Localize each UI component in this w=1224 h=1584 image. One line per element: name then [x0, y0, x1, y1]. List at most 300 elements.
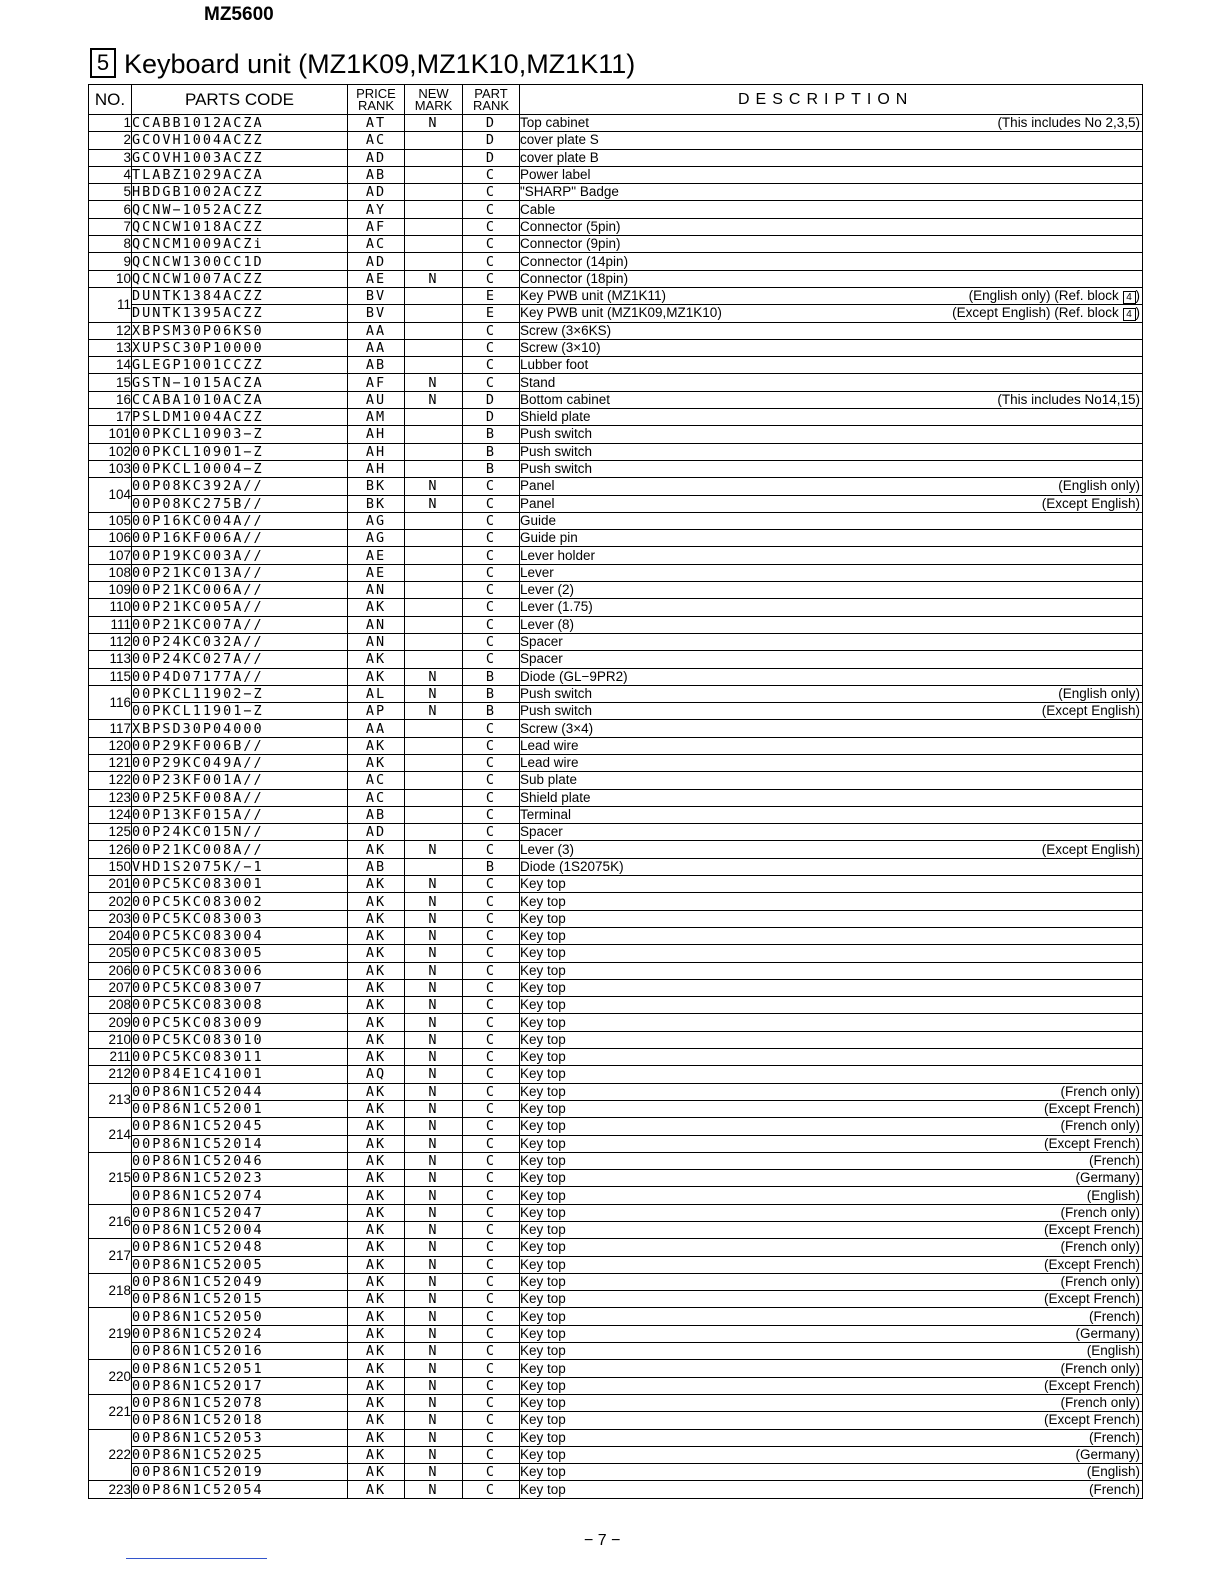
parts-code: 00P86N1C52024 — [132, 1325, 348, 1342]
table-row — [89, 564, 1143, 581]
description-text: Key top — [520, 876, 566, 892]
description — [520, 1100, 1143, 1117]
parts-code: 00PC5KC083007 — [132, 979, 348, 996]
table-row — [89, 997, 1143, 1014]
part-rank: C — [463, 806, 520, 823]
item-number: 105 — [89, 512, 132, 529]
description — [520, 1291, 1143, 1308]
part-rank: C — [463, 1343, 520, 1360]
item-number: 203 — [89, 910, 132, 927]
parts-code: XUPSC30P10000 — [132, 339, 348, 356]
description-note — [1087, 1343, 1142, 1359]
part-rank: C — [463, 1446, 520, 1463]
description — [520, 374, 1143, 391]
description-text: Key top — [520, 1101, 566, 1117]
part-rank: C — [463, 876, 520, 893]
part-rank: C — [463, 979, 520, 996]
item-number: 220 — [89, 1360, 132, 1395]
new-mark: N — [405, 910, 463, 927]
description — [520, 305, 1143, 322]
description — [520, 478, 1143, 495]
description — [520, 132, 1143, 149]
description — [520, 530, 1143, 547]
table-row — [89, 1412, 1143, 1429]
price-rank: AK — [348, 1291, 405, 1308]
new-mark — [405, 426, 463, 443]
description — [520, 218, 1143, 235]
price-rank: AP — [348, 703, 405, 720]
part-rank: C — [463, 754, 520, 771]
new-mark: N — [405, 1152, 463, 1169]
price-rank: AQ — [348, 1066, 405, 1083]
description-text: Guide — [520, 512, 557, 528]
description — [520, 1031, 1143, 1048]
description-text: Push switch — [520, 443, 593, 459]
description — [520, 1187, 1143, 1204]
description — [520, 737, 1143, 754]
description — [520, 893, 1143, 910]
part-rank: C — [463, 1481, 520, 1498]
item-number: 110 — [89, 599, 132, 616]
table-row — [89, 858, 1143, 875]
description-text: Key top — [520, 1239, 566, 1255]
price-rank: AN — [348, 582, 405, 599]
description-text: Stand — [520, 374, 556, 390]
new-mark: N — [405, 927, 463, 944]
new-mark: N — [405, 962, 463, 979]
price-rank: AC — [348, 132, 405, 149]
price-rank: AK — [348, 1273, 405, 1290]
description — [520, 997, 1143, 1014]
new-mark: N — [405, 1291, 463, 1308]
table-row — [89, 754, 1143, 771]
description-text: Key top — [520, 1135, 566, 1151]
item-number: 117 — [89, 720, 132, 737]
table-row — [89, 1256, 1143, 1273]
parts-code: 00P86N1C52054 — [132, 1481, 348, 1498]
new-mark — [405, 582, 463, 599]
description — [520, 270, 1143, 287]
new-mark — [405, 149, 463, 166]
description-text: Screw (3×4) — [520, 720, 594, 736]
note-text: (English) — [1086, 1343, 1140, 1359]
new-mark — [405, 339, 463, 356]
description-text: Screw (3×10) — [520, 340, 601, 355]
description-text: cover plate S — [520, 132, 599, 148]
price-rank: AK — [348, 1031, 405, 1048]
description — [520, 184, 1143, 201]
description — [520, 927, 1143, 944]
part-rank: C — [463, 893, 520, 910]
price-rank: AK — [348, 876, 405, 893]
description-text: Key top — [520, 962, 566, 978]
parts-code: 00P86N1C52050 — [132, 1308, 348, 1325]
description-text: Lever holder — [520, 547, 596, 563]
item-number: 7 — [89, 218, 132, 235]
description-text: Key top — [520, 1170, 566, 1186]
description-note — [1044, 1222, 1142, 1238]
new-mark — [405, 322, 463, 339]
part-rank: C — [463, 1031, 520, 1048]
description-note — [997, 115, 1142, 131]
description-text: Key top — [520, 1152, 566, 1168]
parts-code: 00P86N1C52015 — [132, 1291, 348, 1308]
parts-code: GCOVH1004ACZZ — [132, 132, 348, 149]
table-row — [89, 443, 1143, 460]
table-row — [89, 512, 1143, 529]
note-text: (English only) — [1058, 685, 1140, 701]
description-text: Key top — [520, 1256, 566, 1272]
item-number: 17 — [89, 409, 132, 426]
description-text: Diode (1S2075K) — [520, 858, 624, 874]
part-rank: B — [463, 685, 520, 702]
parts-code: 00P86N1C52051 — [132, 1360, 348, 1377]
price-rank: AK — [348, 910, 405, 927]
description-text: Guide pin — [520, 530, 578, 546]
table-row — [89, 668, 1143, 685]
part-rank: C — [463, 945, 520, 962]
description-text: cover plate B — [520, 149, 599, 165]
price-rank: AG — [348, 512, 405, 529]
part-rank: B — [463, 426, 520, 443]
item-number: 16 — [89, 391, 132, 408]
table-row — [89, 582, 1143, 599]
description-text: Key top — [520, 1014, 566, 1030]
part-rank: C — [463, 357, 520, 374]
description — [520, 339, 1143, 356]
parts-code: 00P25KF008A// — [132, 789, 348, 806]
price-rank: AU — [348, 391, 405, 408]
price-rank: AK — [348, 927, 405, 944]
description — [520, 443, 1143, 460]
new-mark: N — [405, 495, 463, 512]
description-text: Key top — [520, 1325, 566, 1341]
table-row — [89, 253, 1143, 270]
part-rank: E — [463, 287, 520, 304]
description — [520, 1412, 1143, 1429]
description-text: Shield plate — [520, 789, 591, 805]
description — [520, 1308, 1143, 1325]
description-text: Shield plate — [520, 409, 591, 425]
price-rank: AK — [348, 1343, 405, 1360]
description-text: Key top — [520, 1447, 566, 1462]
parts-code: 00P86N1C52016 — [132, 1343, 348, 1360]
table-row — [89, 426, 1143, 443]
description-text: Connector (5pin) — [520, 218, 621, 234]
price-rank: AK — [348, 737, 405, 754]
new-mark — [405, 599, 463, 616]
table-row — [89, 184, 1143, 201]
part-rank: C — [463, 1291, 520, 1308]
table-row — [89, 201, 1143, 218]
new-mark — [405, 287, 463, 304]
price-rank: AK — [348, 1014, 405, 1031]
description — [520, 668, 1143, 685]
table-row — [89, 927, 1143, 944]
new-mark: N — [405, 1187, 463, 1204]
item-number: 207 — [89, 979, 132, 996]
description — [520, 703, 1143, 720]
description-note — [1075, 1326, 1142, 1342]
description-text: Lead wire — [520, 755, 579, 771]
table-row — [89, 945, 1143, 962]
price-rank: AK — [348, 651, 405, 668]
part-rank: C — [463, 236, 520, 253]
part-rank: C — [463, 166, 520, 183]
new-mark: N — [405, 1273, 463, 1290]
part-rank: C — [463, 1049, 520, 1066]
description — [520, 1222, 1143, 1239]
footer-rule — [126, 1558, 267, 1559]
price-rank: AF — [348, 374, 405, 391]
new-mark — [405, 547, 463, 564]
item-number: 123 — [89, 789, 132, 806]
table-row — [89, 685, 1143, 702]
price-rank: AK — [348, 962, 405, 979]
page-number: − 7 − — [584, 1532, 621, 1549]
parts-code: 00P29KC049A// — [132, 754, 348, 771]
part-rank: C — [463, 1429, 520, 1446]
parts-code: 00P86N1C52017 — [132, 1377, 348, 1394]
description — [520, 1170, 1143, 1187]
new-mark: N — [405, 374, 463, 391]
note-text: (English) — [1086, 1464, 1140, 1480]
price-rank: BK — [348, 478, 405, 495]
note-text: (French only) — [1060, 1395, 1140, 1411]
table-row — [89, 979, 1143, 996]
description — [520, 1464, 1143, 1481]
part-rank: C — [463, 1014, 520, 1031]
item-number: 13 — [89, 339, 132, 356]
item-number: 5 — [89, 184, 132, 201]
new-mark: N — [405, 1135, 463, 1152]
price-rank: AK — [348, 1256, 405, 1273]
price-rank: AL — [348, 685, 405, 702]
table-row — [89, 1066, 1143, 1083]
item-number: 217 — [89, 1239, 132, 1274]
item-number: 212 — [89, 1066, 132, 1083]
description — [520, 789, 1143, 806]
description-text: Push switch — [520, 685, 593, 701]
part-rank: C — [463, 633, 520, 650]
description-text: Terminal — [520, 807, 572, 823]
description-note — [1087, 1464, 1142, 1480]
section-title-text: Keyboard unit (MZ1K09,MZ1K10,MZ1K11) — [124, 49, 636, 79]
new-mark — [405, 132, 463, 149]
description — [520, 1118, 1143, 1135]
table-row — [89, 962, 1143, 979]
description — [520, 460, 1143, 477]
parts-code: 00PC5KC083010 — [132, 1031, 348, 1048]
table-row — [89, 1273, 1143, 1290]
item-number: 121 — [89, 754, 132, 771]
description-text: Key top — [520, 1360, 566, 1376]
price-rank: AK — [348, 1429, 405, 1446]
price-rank: AF — [348, 218, 405, 235]
parts-code: 00PC5KC083004 — [132, 927, 348, 944]
description-text: Key top — [520, 1481, 566, 1497]
note-text: (French only) — [1060, 1360, 1140, 1376]
price-rank: AB — [348, 806, 405, 823]
description-note — [1044, 1257, 1142, 1273]
new-mark — [405, 512, 463, 529]
new-mark: N — [405, 1118, 463, 1135]
description-note: (Except English) (Ref. block 4 ) — [952, 305, 1140, 321]
new-mark — [405, 824, 463, 841]
price-rank: AK — [348, 945, 405, 962]
description — [520, 253, 1143, 270]
parts-code: 00P86N1C52025 — [132, 1446, 348, 1463]
description-text: Lever (3) — [520, 841, 575, 857]
new-mark — [405, 720, 463, 737]
new-mark: N — [405, 1066, 463, 1083]
parts-code: 00PC5KC083008 — [132, 997, 348, 1014]
parts-code: CCABA1010ACZA — [132, 391, 348, 408]
description-note — [1060, 1361, 1142, 1377]
parts-code: 00P23KF001A// — [132, 772, 348, 789]
description — [520, 1014, 1143, 1031]
parts-code: 00P21KC005A// — [132, 599, 348, 616]
part-rank: C — [463, 1256, 520, 1273]
table-row — [89, 1291, 1143, 1308]
description — [520, 1204, 1143, 1221]
price-rank: AK — [348, 1239, 405, 1256]
part-rank: B — [463, 668, 520, 685]
description-text: Key top — [520, 1308, 566, 1324]
new-label: NEW — [418, 85, 449, 101]
note-text: (French only) — [1060, 1239, 1140, 1255]
new-mark — [405, 184, 463, 201]
parts-code: 00PC5KC083006 — [132, 962, 348, 979]
item-number: 222 — [89, 1429, 132, 1481]
part-rank: C — [463, 962, 520, 979]
parts-code: 00P24KC015N// — [132, 824, 348, 841]
part-rank: C — [463, 339, 520, 356]
item-number: 208 — [89, 997, 132, 1014]
price-rank: AK — [348, 1325, 405, 1342]
price-rank: AB — [348, 357, 405, 374]
table-row — [89, 806, 1143, 823]
new-mark: N — [405, 1429, 463, 1446]
table-row — [89, 1049, 1143, 1066]
table-row — [89, 305, 1143, 322]
description-text: Key top — [520, 1204, 566, 1220]
price-rank: AK — [348, 1152, 405, 1169]
table-row — [89, 115, 1143, 132]
parts-code: 00P86N1C52018 — [132, 1412, 348, 1429]
item-number: 202 — [89, 893, 132, 910]
parts-code: QCNCW1007ACZZ — [132, 270, 348, 287]
new-mark — [405, 564, 463, 581]
parts-code: 00P08KC392A// — [132, 478, 348, 495]
table-row — [89, 530, 1143, 547]
description-text: Lead wire — [520, 737, 579, 753]
new-mark: N — [405, 1049, 463, 1066]
table-row — [89, 876, 1143, 893]
price-rank: AK — [348, 1100, 405, 1117]
note-text: (Except French) — [1043, 1412, 1140, 1428]
part-rank: B — [463, 703, 520, 720]
parts-code: CCABB1012ACZA — [132, 115, 348, 132]
note-text: (French) — [1088, 1481, 1140, 1497]
new-mark: N — [405, 1014, 463, 1031]
description — [520, 1083, 1143, 1100]
item-number: 11 — [89, 287, 132, 322]
description — [520, 876, 1143, 893]
part-rank: C — [463, 599, 520, 616]
price-rank: BV — [348, 287, 405, 304]
part-rank: C — [463, 512, 520, 529]
item-number: 107 — [89, 547, 132, 564]
item-number: 106 — [89, 530, 132, 547]
item-number: 124 — [89, 806, 132, 823]
parts-code: QCNW−1052ACZZ — [132, 201, 348, 218]
description — [520, 149, 1143, 166]
table-row — [89, 1031, 1143, 1048]
parts-code: 00P86N1C52023 — [132, 1170, 348, 1187]
description-text: Key PWB unit (MZ1K09,MZ1K10) — [520, 305, 722, 321]
description — [520, 357, 1143, 374]
price-rank: AA — [348, 339, 405, 356]
price-rank: AK — [348, 1464, 405, 1481]
description-text: Key top — [520, 1395, 566, 1411]
note-text: (Germany) — [1075, 1325, 1140, 1341]
price-rank: AY — [348, 201, 405, 218]
parts-code: 00P84E1C41001 — [132, 1066, 348, 1083]
price-rank: AN — [348, 616, 405, 633]
part-rank: C — [463, 218, 520, 235]
item-number: 116 — [89, 685, 132, 720]
model-number: MZ5600 — [204, 4, 274, 25]
description-text: Key top — [520, 1049, 566, 1065]
parts-code: 00P86N1C52014 — [132, 1135, 348, 1152]
parts-code: DUNTK1395ACZZ — [132, 305, 348, 322]
item-number: 221 — [89, 1394, 132, 1429]
new-mark: N — [405, 270, 463, 287]
description-text: Spacer — [520, 651, 563, 667]
part-rank: C — [463, 1412, 520, 1429]
description — [520, 1377, 1143, 1394]
new-mark: N — [405, 478, 463, 495]
table-row — [89, 374, 1143, 391]
parts-code: 00P86N1C52074 — [132, 1187, 348, 1204]
table-row — [89, 1239, 1143, 1256]
new-mark: N — [405, 1204, 463, 1221]
note-text: (Except French) — [1043, 1101, 1140, 1117]
description-note — [1060, 1395, 1142, 1411]
parts-code: 00P19KC003A// — [132, 547, 348, 564]
description-text: Key top — [520, 1066, 566, 1082]
description — [520, 1394, 1143, 1411]
description-text: Cable — [520, 201, 556, 217]
part-rank: B — [463, 443, 520, 460]
item-number: 125 — [89, 824, 132, 841]
item-number: 101 — [89, 426, 132, 443]
part-rank: C — [463, 616, 520, 633]
table-row — [89, 1222, 1143, 1239]
part-rank: C — [463, 789, 520, 806]
description-text: Top cabinet — [520, 115, 590, 131]
price-rank-label: RANK — [357, 97, 395, 113]
col-header-description: DESCRIPTION — [520, 85, 1143, 115]
part-rank: D — [463, 391, 520, 408]
description-note — [1060, 1205, 1142, 1221]
new-mark: N — [405, 997, 463, 1014]
parts-code: 00P16KC004A// — [132, 512, 348, 529]
parts-code: QCNCW1300CC1D — [132, 253, 348, 270]
part-rank: C — [463, 927, 520, 944]
note-text: (This includes No 2,3,5) — [997, 115, 1140, 131]
